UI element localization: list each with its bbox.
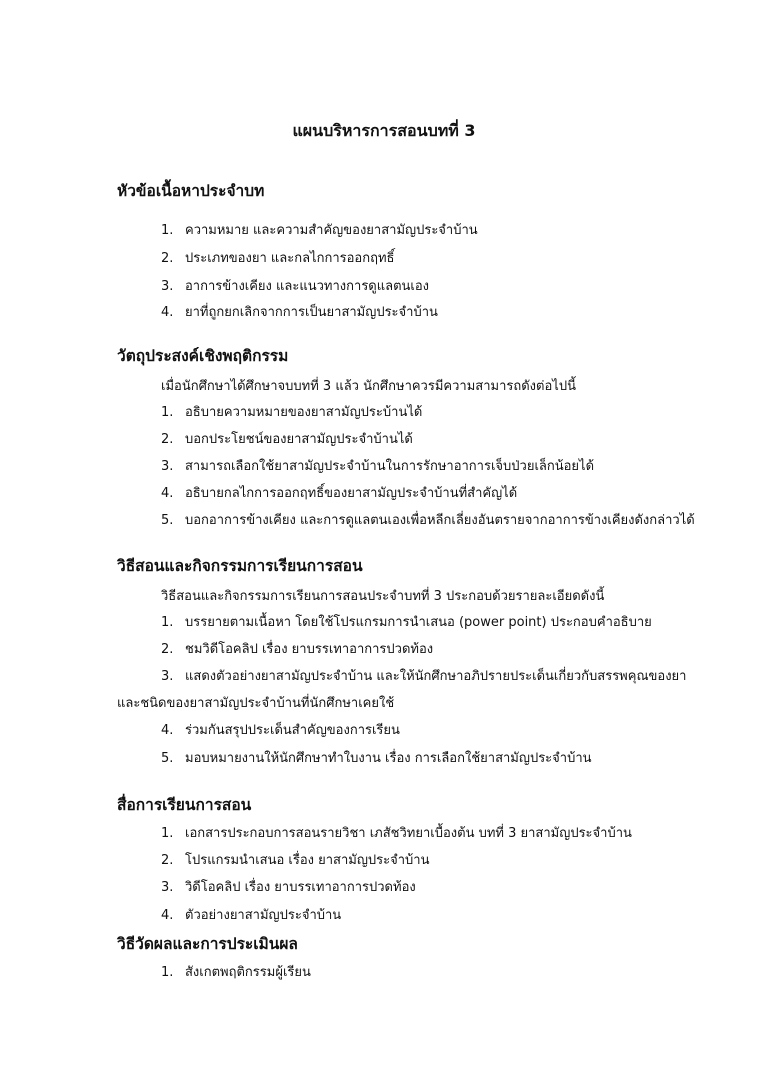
list-item bbox=[161, 510, 695, 532]
item-text: อธิบายกลไกการออกฤทธิ์ของยาสามัญประจำบ้านที่สำคัญได้ bbox=[185, 486, 518, 501]
item-text: บอกประโยชน์ของยาสามัญประจำบ้านได้ bbox=[185, 432, 413, 447]
list-item bbox=[161, 483, 517, 505]
item-text: อธิบายความหมายของยาสามัญประบ้านได้ bbox=[185, 405, 423, 420]
item-text: สามารถเลือกใช้ยาสามัญประจำบ้านในการรักษาอาการเจ็บป่วยเล็กน้อยได้ bbox=[185, 459, 595, 474]
item-text: บอกอาการข้างเคียง และการดูแลตนเองเพื่อหลีกเลี่ยงอันตรายจากอาการข้างเคียงดังกล่าวได้ bbox=[185, 513, 695, 528]
list-item bbox=[161, 748, 592, 770]
item-number: 3. bbox=[161, 279, 174, 294]
section-heading: วัตถุประสงค์เชิงพฤติกรรม bbox=[117, 347, 289, 365]
item-number: 4. bbox=[161, 486, 174, 501]
item-text: บรรยายตามเนื้อหา โดยใช้โปรแกรมการนำเสนอ (power point) ประกอบคำอธิบาย bbox=[185, 615, 652, 630]
item-number: 4. bbox=[161, 723, 174, 738]
list-item bbox=[161, 962, 311, 984]
item-text: วิดีโอคลิป เรื่อง ยาบรรเทาอาการปวดท้อง bbox=[185, 880, 416, 895]
item-number: 2. bbox=[161, 432, 174, 447]
item-text: ร่วมกันสรุปประเด็นสำคัญของการเรียน bbox=[185, 723, 400, 738]
item-text: สังเกตพฤติกรรมผู้เรียน bbox=[185, 965, 311, 980]
item-text: ประเภทของยา และกลไกการออกฤทธิ์ bbox=[185, 251, 395, 266]
item-number: 4. bbox=[161, 305, 174, 320]
list-item bbox=[161, 666, 686, 688]
section-heading: หัวข้อเนื้อหาประจำบท bbox=[117, 182, 265, 200]
item-text: อาการข้างเคียง และแนวทางการดูแลตนเอง bbox=[185, 279, 430, 294]
section-heading: สื่อการเรียนการสอน bbox=[117, 796, 252, 814]
list-item bbox=[161, 248, 394, 270]
list-item bbox=[161, 402, 422, 424]
section-heading: วิธีสอนและกิจกรรมการเรียนการสอน bbox=[117, 557, 363, 575]
list-item-continuation: และชนิดของยาสามัญประจำบ้านที่นักศึกษาเคยใช้ bbox=[117, 696, 395, 711]
item-number: 2. bbox=[161, 251, 174, 266]
item-number: 1. bbox=[161, 826, 174, 841]
item-number: 1. bbox=[161, 405, 174, 420]
item-number: 4. bbox=[161, 908, 174, 923]
list-item bbox=[161, 276, 429, 298]
item-number: 5. bbox=[161, 751, 174, 766]
item-text: ยาที่ถูกยกเลิกจากการเป็นยาสามัญประจำบ้าน bbox=[185, 305, 438, 320]
section-intro: เมื่อนักศึกษาได้ศึกษาจบบทที่ 3 แล้ว นักศึกษาควรมีความสามารถดังต่อไปนี้ bbox=[161, 379, 576, 394]
item-number: 1. bbox=[161, 615, 174, 630]
item-number: 5. bbox=[161, 513, 174, 528]
list-item bbox=[161, 639, 433, 661]
item-number: 2. bbox=[161, 642, 174, 657]
item-number: 3. bbox=[161, 459, 174, 474]
item-text: ความหมาย และความสำคัญของยาสามัญประจำบ้าน bbox=[185, 223, 478, 238]
list-item bbox=[161, 220, 478, 242]
list-item bbox=[161, 877, 416, 899]
item-text: ชมวิดีโอคลิป เรื่อง ยาบรรเทาอาการปวดท้อง bbox=[185, 642, 434, 657]
item-number: 1. bbox=[161, 223, 174, 238]
item-text: ตัวอย่างยาสามัญประจำบ้าน bbox=[185, 908, 342, 923]
list-item bbox=[161, 456, 594, 478]
section-heading: วิธีวัดผลและการประเมินผล bbox=[117, 935, 298, 953]
list-item bbox=[161, 720, 400, 742]
item-text: มอบหมายงานให้นักศึกษาทำใบงาน เรื่อง การเลือกใช้ยาสามัญประจำบ้าน bbox=[185, 751, 592, 766]
list-item bbox=[161, 612, 652, 634]
item-number: 3. bbox=[161, 669, 174, 684]
item-number: 2. bbox=[161, 853, 174, 868]
item-number: 3. bbox=[161, 880, 174, 895]
item-text: โปรแกรมนำเสนอ เรื่อง ยาสามัญประจำบ้าน bbox=[185, 853, 430, 868]
list-item bbox=[161, 905, 341, 927]
section-intro: วิธีสอนและกิจกรรมการเรียนการสอนประจำบทที่ 3 ประกอบด้วยรายละเอียดดังนี้ bbox=[161, 589, 605, 604]
list-item bbox=[161, 850, 430, 872]
item-text: แสดงตัวอย่างยาสามัญประจำบ้าน และให้นักศึกษาอภิปรายประเด็นเกี่ยวกับสรรพคุณของยา bbox=[185, 669, 687, 684]
item-number: 1. bbox=[161, 965, 174, 980]
list-item bbox=[161, 302, 438, 324]
page-title: แผนบริหารการสอนบทที่ 3 bbox=[292, 121, 476, 140]
list-item bbox=[161, 429, 413, 451]
list-item bbox=[161, 823, 632, 845]
item-text: เอกสารประกอบการสอนรายวิชา เภสัชวิทยาเบื้องต้น บทที่ 3 ยาสามัญประจำบ้าน bbox=[185, 826, 632, 841]
